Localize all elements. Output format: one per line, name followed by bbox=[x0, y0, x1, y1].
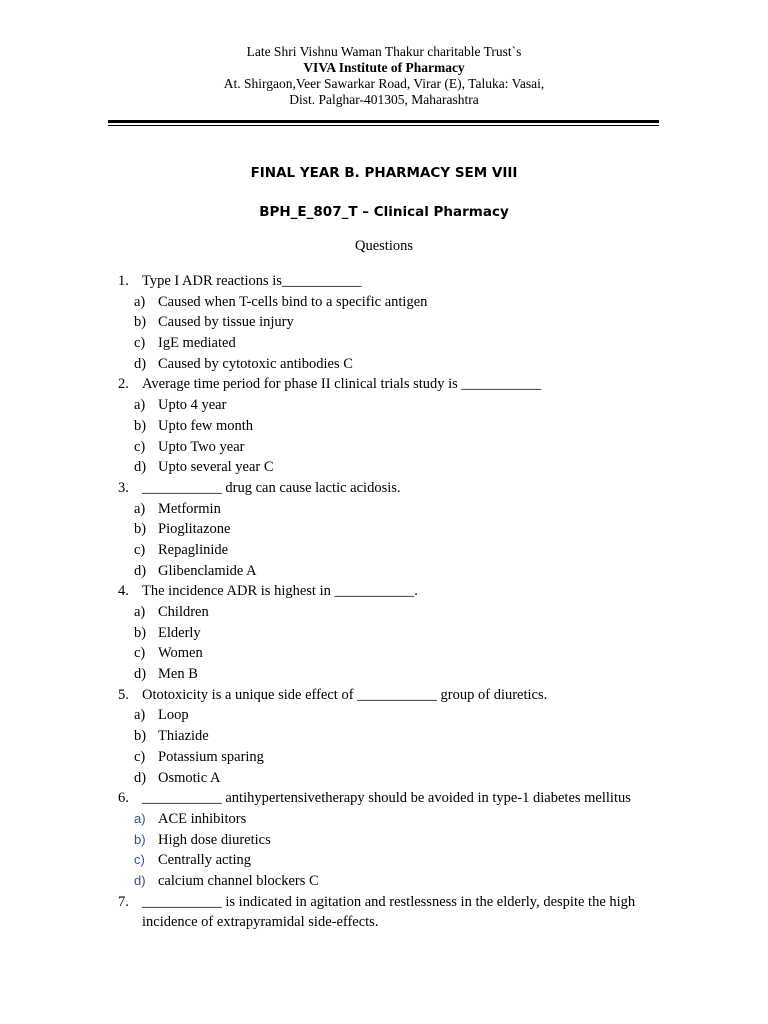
option-label: b) bbox=[134, 314, 147, 331]
option-label: a) bbox=[134, 604, 146, 620]
question-text: ___________ is indicated in agitation and restlessness in the elderly, despite the high bbox=[142, 893, 636, 910]
question-number: 1. bbox=[118, 273, 129, 289]
option-text: Thiazide bbox=[158, 728, 209, 745]
institution-header bbox=[0, 44, 768, 108]
question-number: 3. bbox=[118, 479, 129, 496]
option-label: b) bbox=[134, 728, 147, 745]
question-text: Type I ADR reactions is___________ bbox=[142, 273, 362, 289]
option-label: c) bbox=[134, 645, 146, 662]
option-text: Centrally acting bbox=[158, 852, 252, 869]
district-line: Dist. Palghar-401305, Maharashtra bbox=[289, 92, 479, 107]
option-text: Potassium sparing bbox=[158, 748, 264, 765]
option bbox=[0, 871, 768, 892]
option bbox=[0, 437, 768, 458]
question-text-continued: incidence of extrapyramidal side-effects. bbox=[142, 914, 379, 931]
question-7 bbox=[0, 892, 768, 913]
option-label: c) bbox=[134, 438, 146, 455]
option-text: Upto 4 year bbox=[158, 397, 227, 414]
option-label: d) bbox=[134, 562, 147, 579]
option-text: Glibenclamide A bbox=[158, 562, 257, 579]
question-number: 6. bbox=[118, 790, 129, 807]
option bbox=[0, 830, 768, 851]
question-3 bbox=[0, 478, 768, 499]
option-label: c) bbox=[134, 335, 146, 352]
option-text: Men B bbox=[158, 666, 198, 683]
question-text: ___________ drug can cause lactic acidosis. bbox=[142, 479, 401, 496]
option-text: Repaglinide bbox=[158, 541, 229, 558]
question-text: The incidence ADR is highest in ___________. bbox=[142, 583, 418, 600]
question-2 bbox=[0, 374, 768, 395]
option-label: d) bbox=[134, 769, 147, 786]
option-text: Osmotic A bbox=[158, 769, 221, 786]
header-divider bbox=[108, 120, 659, 123]
option bbox=[0, 623, 768, 644]
option bbox=[0, 499, 768, 520]
option-label: c) bbox=[134, 748, 146, 765]
option-label: a) bbox=[134, 707, 146, 724]
option bbox=[0, 602, 768, 623]
option-text: calcium channel blockers C bbox=[158, 872, 319, 889]
exam-title: FINAL YEAR B. PHARMACY SEM VIII bbox=[250, 165, 518, 181]
option-label: d) bbox=[134, 355, 147, 372]
question-4 bbox=[0, 581, 768, 602]
question-text: ___________ antihypertensivetherapy should be avoided in type-1 diabetes mellitus bbox=[142, 790, 631, 807]
option bbox=[0, 395, 768, 416]
option-text: Metformin bbox=[158, 500, 221, 517]
option-label: c) bbox=[134, 541, 146, 558]
option-text: Children bbox=[158, 604, 209, 620]
option bbox=[0, 726, 768, 747]
option bbox=[0, 809, 768, 830]
course-title: BPH_E_807_T – Clinical Pharmacy bbox=[259, 204, 509, 220]
question-list bbox=[0, 271, 768, 933]
question-number: 2. bbox=[118, 376, 129, 393]
option-label: a) bbox=[134, 810, 146, 826]
trust-name: Late Shri Vishnu Waman Thakur charitable Trust`s bbox=[246, 44, 522, 59]
option bbox=[0, 292, 768, 313]
question-1 bbox=[0, 271, 768, 292]
institute-name: VIVA Institute of Pharmacy bbox=[303, 60, 465, 75]
option bbox=[0, 354, 768, 375]
option bbox=[0, 850, 768, 871]
option-text: Women bbox=[158, 645, 203, 662]
option bbox=[0, 705, 768, 726]
option-text: High dose diuretics bbox=[158, 831, 271, 848]
question-5 bbox=[0, 685, 768, 706]
question-number: 7. bbox=[118, 893, 129, 910]
header-divider-thin bbox=[108, 125, 659, 126]
option-text: Caused when T-cells bind to a specific antigen bbox=[158, 293, 428, 310]
option bbox=[0, 519, 768, 540]
question-text: Ototoxicity is a unique side effect of ___________ group of diuretics. bbox=[142, 686, 548, 703]
option-text: Upto Two year bbox=[158, 438, 245, 455]
option-label: b) bbox=[134, 831, 146, 847]
section-heading: Questions bbox=[355, 238, 413, 254]
question-number: 5. bbox=[118, 686, 129, 703]
option bbox=[0, 312, 768, 333]
question-text: Average time period for phase II clinical trials study is ___________ bbox=[142, 376, 542, 393]
option-label: a) bbox=[134, 500, 146, 517]
option-label: d) bbox=[134, 872, 146, 888]
option bbox=[0, 457, 768, 478]
option-label: a) bbox=[134, 293, 146, 310]
option bbox=[0, 333, 768, 354]
option bbox=[0, 664, 768, 685]
option-text: Caused by cytotoxic antibodies C bbox=[158, 355, 353, 372]
question-6 bbox=[0, 788, 768, 809]
option-label: b) bbox=[134, 624, 147, 641]
option-text: Elderly bbox=[158, 624, 201, 641]
option-text: Pioglitazone bbox=[158, 521, 231, 538]
option bbox=[0, 747, 768, 768]
option-label: a) bbox=[134, 397, 146, 414]
option-label: d) bbox=[134, 666, 147, 683]
option bbox=[0, 540, 768, 561]
question-7-continuation bbox=[0, 912, 768, 933]
option-text: Caused by tissue injury bbox=[158, 314, 294, 331]
option-text: ACE inhibitors bbox=[158, 810, 247, 827]
option-text: Upto few month bbox=[158, 417, 254, 434]
option-text: Loop bbox=[158, 707, 189, 724]
option bbox=[0, 768, 768, 789]
option-label: b) bbox=[134, 417, 147, 434]
option-label: d) bbox=[134, 459, 147, 476]
option-label: b) bbox=[134, 521, 147, 538]
option bbox=[0, 416, 768, 437]
option-text: Upto several year C bbox=[158, 459, 274, 476]
option-text: IgE mediated bbox=[158, 335, 236, 352]
address-line: At. Shirgaon,Veer Sawarkar Road, Virar (E), Taluka: Vasai, bbox=[223, 76, 545, 91]
option-label: c) bbox=[134, 852, 145, 868]
option bbox=[0, 561, 768, 582]
option bbox=[0, 643, 768, 664]
question-number: 4. bbox=[118, 583, 129, 600]
